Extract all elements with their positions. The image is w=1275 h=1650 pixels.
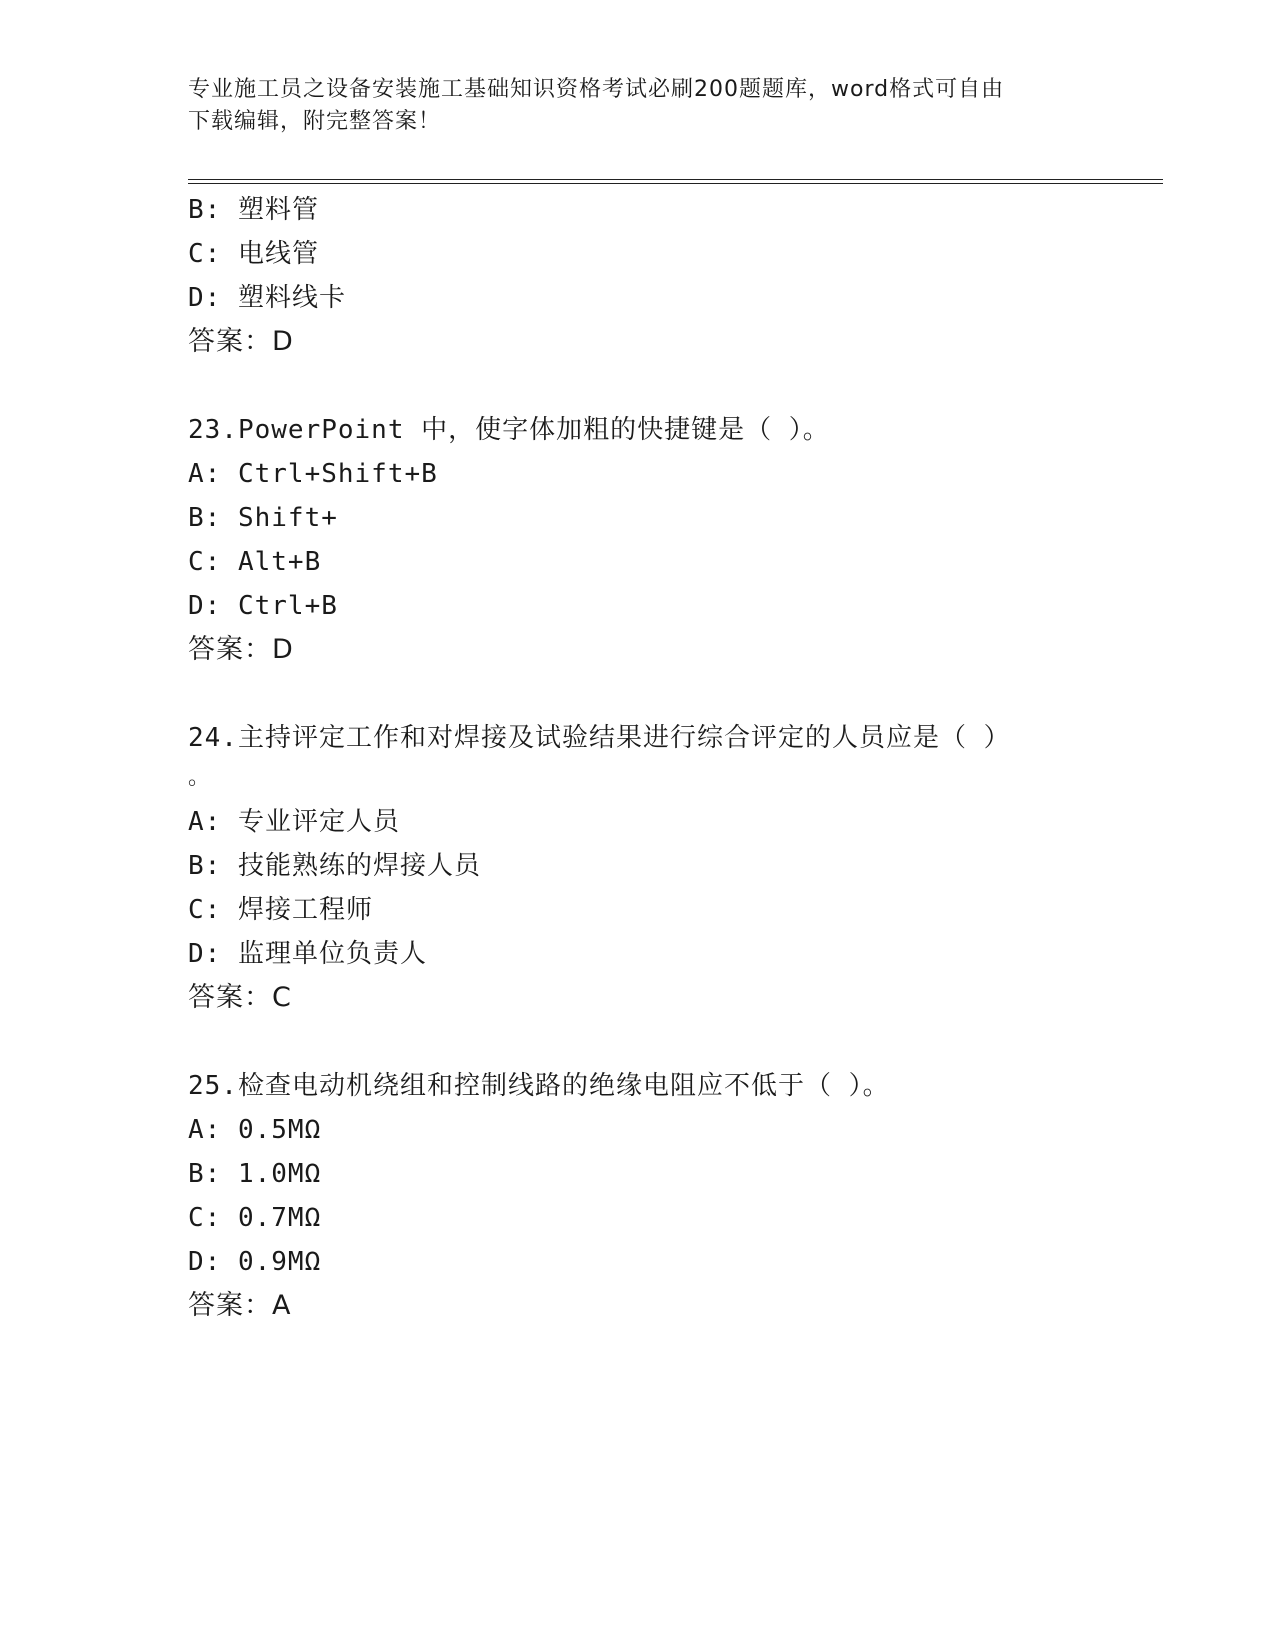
header-rule-bottom <box>188 183 1163 184</box>
q24-answer: 答案：C <box>188 982 292 1013</box>
q24-option-b: B: 技能熟练的焊接人员 <box>188 851 481 881</box>
q22-option-d: D: 塑料线卡 <box>188 283 346 313</box>
q25-option-c: C: 0.7MΩ <box>188 1203 322 1233</box>
q22-option-c: C: 电线管 <box>188 239 319 269</box>
q24-question: 24.主持评定工作和对焊接及试验结果进行综合评定的人员应是（ ） <box>188 723 1011 753</box>
q24-option-d: D: 监理单位负责人 <box>188 939 427 969</box>
q23-question: 23.PowerPoint 中，使字体加粗的快捷键是（ ）。 <box>188 415 830 445</box>
q23-option-d: D: Ctrl+B <box>188 591 338 621</box>
q25-option-b: B: 1.0MΩ <box>188 1159 322 1189</box>
q24-option-a: A: 专业评定人员 <box>188 807 400 837</box>
q23-answer: 答案：D <box>188 634 294 665</box>
document-header <box>188 74 1088 138</box>
header-line-2: 下载编辑，附完整答案！ <box>188 109 442 134</box>
q25-option-d: D: 0.9MΩ <box>188 1247 322 1277</box>
header-rule-top <box>188 179 1163 180</box>
q25-question: 25.检查电动机绕组和控制线路的绝缘电阻应不低于（ ）。 <box>188 1071 890 1101</box>
q25-answer: 答案：A <box>188 1290 292 1321</box>
q24-question-continued: 。 <box>188 765 212 790</box>
q22-option-b: B: 塑料管 <box>188 195 319 225</box>
header-line-1: 专业施工员之设备安装施工基础知识资格考试必刷200题题库，word格式可自由 <box>188 77 1005 102</box>
q22-answer: 答案：D <box>188 326 294 357</box>
q24-option-c: C: 焊接工程师 <box>188 895 373 925</box>
q25-option-a: A: 0.5MΩ <box>188 1115 322 1145</box>
q23-option-c: C: Alt+B <box>188 547 322 577</box>
q23-option-a: A: Ctrl+Shift+B <box>188 459 438 489</box>
q23-option-b: B: Shift+ <box>188 503 338 533</box>
